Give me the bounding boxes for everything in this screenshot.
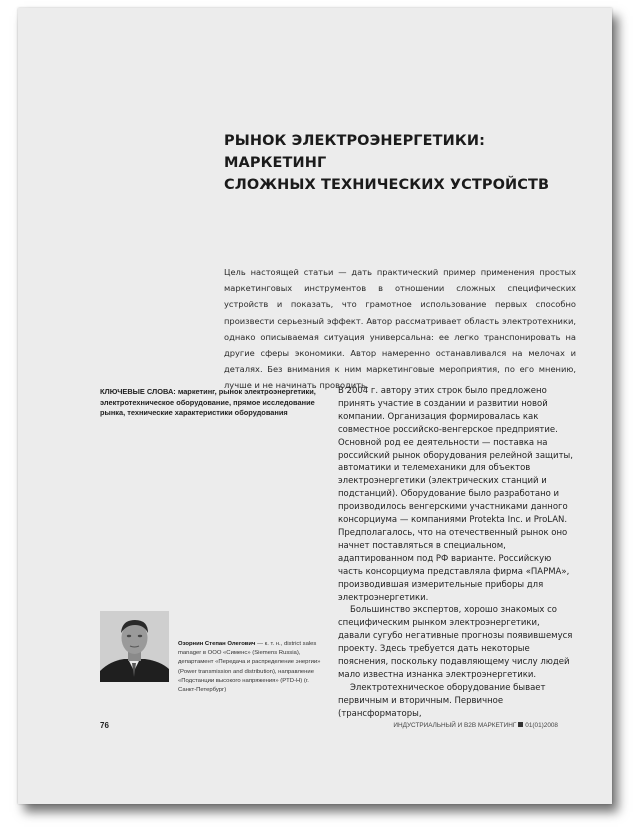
keywords-block (100, 387, 330, 419)
page-number: 76 (100, 721, 109, 730)
article-abstract: Цель настоящей статьи — дать практический пример применения простых маркетинговых инструментов в отношении сложных специфических устройств и показать, что грамотное использование первых способно произвести серьезный эффект. Автор рассматривает область электротехники, однако описываемая ситуация универсальна: ее легко транспонировать на другие сферы экономики. Автор намеренно останавливался на мелочах и деталях. Без внимания к ним маркетинговые мероприятия, по его мнению, лучше и не начинать проводить. (224, 267, 576, 391)
journal-name: ИНДУСТРИАЛЬНЫЙ И B2B МАРКЕТИНГ (393, 722, 517, 729)
author-name: Озорнин Степан Олегович (178, 641, 256, 647)
separator-square-icon (518, 722, 523, 727)
journal-issue: 01(01)2008 (525, 722, 558, 729)
author-portrait-image (100, 611, 169, 682)
article-title (224, 130, 584, 196)
article-title-line-2: СЛОЖНЫХ ТЕХНИЧЕСКИХ УСТРОЙСТВ (224, 177, 550, 193)
author-photo (100, 611, 169, 682)
journal-footer (393, 722, 558, 729)
author-info (178, 640, 328, 695)
author-bio: — к. т. н., district sales manager в ООО «Сименс» (Siemens Russia), департамент «Передача и распределение энергии» (Power transmission and distribution), направление «Подстанции высокого напряжения» (PTD-H) (г. Санкт-Петербург) (178, 641, 321, 694)
body-paragraph-2: Большинство экспертов, хорошо знакомых со специфическим рынком электроэнергетики, давали сугубо негативные прогнозы появившемуся проекту. Здесь требуется дать некоторые пояснения, поскольку подавляющему числу людей мало известна изнанка электроэнергетики. (338, 605, 573, 680)
article-body (338, 385, 574, 721)
body-paragraph-3: Электротехническое оборудование бывает первичным и вторичным. Первичное (трансформаторы, (338, 682, 546, 719)
article-title-line-1: РЫНОК ЭЛЕКТРОЭНЕРГЕТИКИ: МАРКЕТИНГ (224, 133, 485, 171)
journal-page (18, 8, 612, 804)
keywords-text: маркетинг, рынок электроэнергетики, электротехническое оборудование, прямое исследование рынка, технические характеристики оборудования (100, 387, 316, 417)
keywords-label: КЛЮЧЕВЫЕ СЛОВА: (100, 387, 176, 396)
body-paragraph-1: В 2004 г. автору этих строк было предложено принять участие в создании и развитии новой компании. Организация формировалась как совместное российско-венгерское предприятие. Основной род ее деятельности — поставка на российский рынок оборудования релейной защиты, автоматики и телемеханики для объектов электроэнергетики (электрических станций и подстанций). Оборудование было разработано и производилось венгерскими участниками данного консорциума — компаниями Protekta Inc. и ProLAN. Предполагалось, что на отечественный рынок оно начнет поставляться в специальном, адаптированном под РФ варианте. Российскую часть консорциума представляла фирма «ПАРМА», производившая измерительные приборы для электроэнергетики. (338, 386, 573, 603)
